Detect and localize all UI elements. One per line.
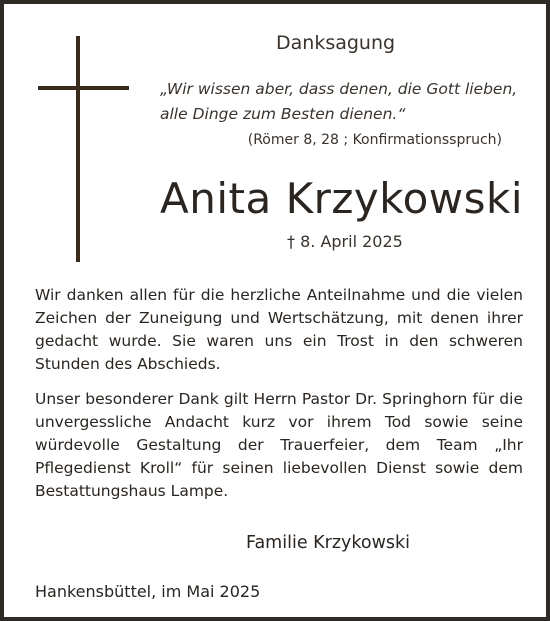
cross-vertical-beam <box>76 36 80 262</box>
quote-line-2: alle Dinge zum Besten dienen.“ <box>160 105 406 123</box>
cross-horizontal-beam <box>38 86 129 90</box>
death-date: † 8. April 2025 <box>287 232 403 251</box>
quote-line-1: „Wir wissen aber, dass denen, die Gott lieben, <box>160 80 518 98</box>
deceased-name: Anita Krzykowski <box>160 174 524 223</box>
family-signature: Familie Krzykowski <box>246 533 411 553</box>
thanks-paragraph-1: Wir danken allen für die herzliche Anteilnahme und die vielen Zeichen der Zuneigung und Wertschätzung, mit denen ihrer gedacht wurde. Sie waren uns ein Trost in den schweren Stunden des Abschieds. <box>35 286 523 373</box>
thanks-paragraph-2: Unser besonderer Dank gilt Herrn Pastor Dr. Springhorn für die unvergessliche Andacht kurz vor ihrem Tod sowie seine würdevolle Gestaltung der Trauerfeier, dem Team „Ihr Pflegedienst Kroll“ für seinen liebevollen Dienst sowie dem Bestattungshaus Lampe. <box>35 390 523 500</box>
notice-heading: Danksagung <box>276 32 396 54</box>
quote-reference: (Römer 8, 28 ; Konfirmationsspruch) <box>247 132 502 148</box>
place-and-date: Hankensbüttel, im Mai 2025 <box>35 582 261 601</box>
